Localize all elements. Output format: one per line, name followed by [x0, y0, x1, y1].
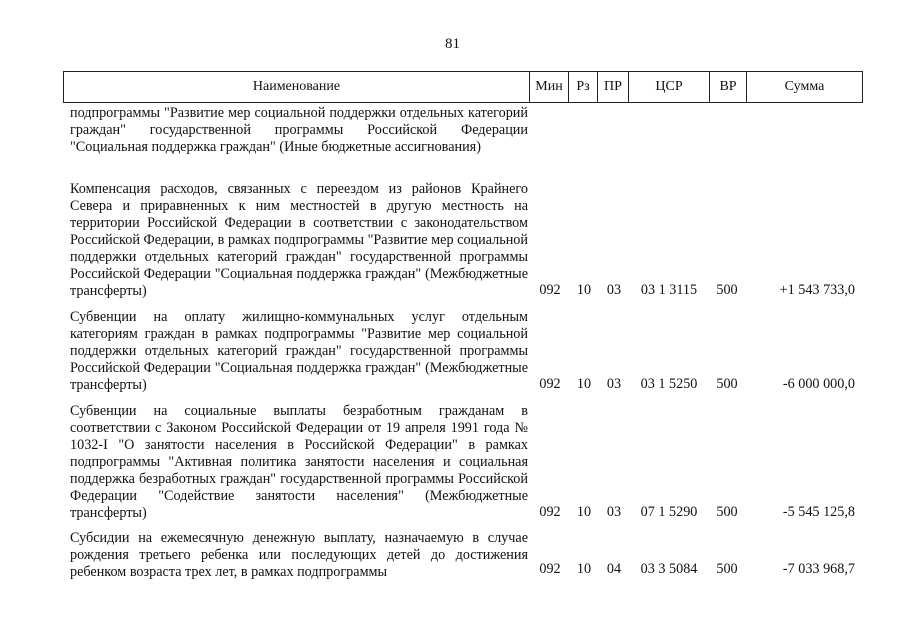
cell-min: 092	[539, 504, 561, 520]
cell-min: 092	[539, 282, 561, 298]
header-name: Наименование	[64, 72, 530, 103]
row-name: Субвенции на социальные выплаты безработным гражданам в соответствии с Законом Российской Федерации от 19 апреля 1991 года № 1032-I "О занятости населения в Российской Федерации" в рамках подпрограммы "Активная политика занятости населения и социальная поддержка безработных граждан" государственной программы Российской Федерации "Содействие занятости населения" (Межбюджетные трансферты)	[70, 403, 528, 521]
cell-csr: 03 1 5250	[640, 376, 698, 392]
cell-vr: 500	[716, 282, 738, 298]
table-header	[63, 71, 863, 103]
cell-csr: 07 1 5290	[640, 504, 698, 520]
cell-min: 092	[539, 376, 561, 392]
cell-min: 092	[539, 561, 561, 577]
row-name: Субвенции на оплату жилищно-коммунальных услуг отдельным категориям граждан в рамках подпрограммы "Развитие мер социальной поддержки отдельных категорий граждан" государственной программы Российской Федерации "Социальная поддержка граждан" (Межбюджетные трансферты)	[70, 309, 528, 393]
row-codes	[63, 376, 863, 394]
header-min: Мин	[530, 72, 569, 103]
header-pr: ПР	[598, 72, 629, 103]
header-rz: Рз	[569, 72, 598, 103]
cell-csr: 03 1 3115	[640, 282, 698, 298]
cell-sum: -6 000 000,0	[782, 376, 855, 392]
cell-rz: 10	[576, 376, 592, 392]
row-name: Субсидии на ежемесячную денежную выплату, назначаемую в случае рождения третьего ребенка или последующих детей до достижения ребенком возраста трех лет, в рамках подпрограммы	[70, 530, 528, 580]
cell-csr: 03 3 5084	[640, 561, 698, 577]
header-csr: ЦСР	[629, 72, 710, 103]
row-codes	[63, 504, 863, 522]
cell-rz: 10	[576, 282, 592, 298]
header-sum: Сумма	[747, 72, 863, 103]
cell-sum: -7 033 968,7	[782, 561, 855, 577]
row-name: Компенсация расходов, связанных с переездом из районов Крайнего Севера и приравненных к ним местностей в другую местность на территории Российской Федерации в соответствии с законодательством Российской Федерации, в рамках подпрограммы "Развитие мер социальной поддержки отдельных категорий граждан" государственной программы Российской Федерации "Социальная поддержка граждан" (Межбюджетные трансферты)	[70, 181, 528, 299]
cell-sum: +1 543 733,0	[779, 282, 855, 298]
row-codes	[63, 561, 863, 579]
cell-pr: 04	[606, 561, 622, 577]
cell-vr: 500	[716, 561, 738, 577]
header-vr: ВР	[710, 72, 747, 103]
cell-rz: 10	[576, 561, 592, 577]
cell-rz: 10	[576, 504, 592, 520]
cell-vr: 500	[716, 504, 738, 520]
cell-vr: 500	[716, 376, 738, 392]
row-codes	[63, 282, 863, 300]
cell-pr: 03	[606, 376, 622, 392]
row-name: подпрограммы "Развитие мер социальной поддержки отдельных категорий граждан" государственной программы Российской Федерации "Социальная поддержка граждан" (Иные бюджетные ассигнования)	[70, 105, 528, 155]
page-number: 81	[445, 36, 460, 52]
cell-pr: 03	[606, 504, 622, 520]
cell-pr: 03	[606, 282, 622, 298]
cell-sum: -5 545 125,8	[782, 504, 855, 520]
